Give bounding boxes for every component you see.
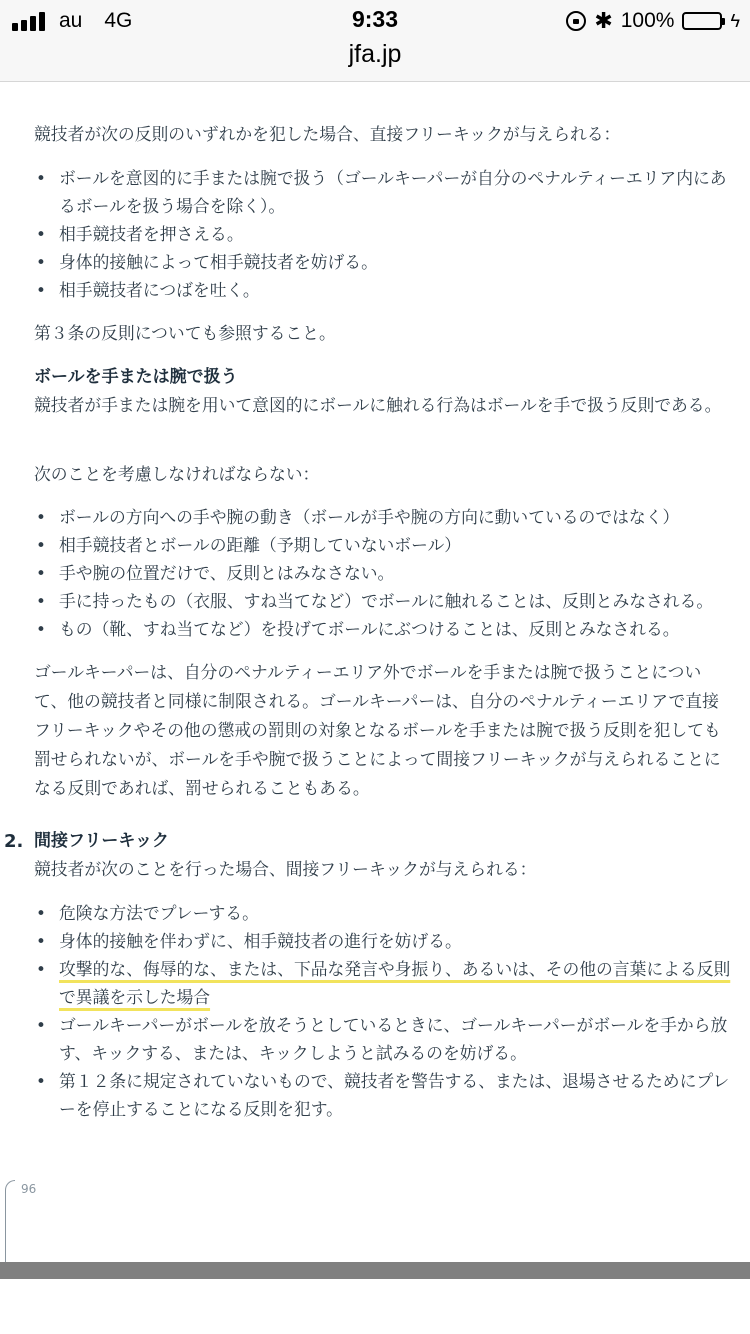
handball-heading: ボールを手または腕で扱う: [34, 367, 238, 387]
direct-intro: 競技者が次の反則のいずれかを犯した場合、直接フリーキックが与えられる：: [34, 124, 621, 144]
indirect-intro: 競技者が次のことを行った場合、間接フリーキックが与えられる：: [34, 859, 537, 879]
status-right: [566, 8, 740, 34]
list-item: • 第１２条に規定されていないもので、競技者を警告する、または、退場させるためにプレーを停止することになる反則を犯す。: [34, 1067, 734, 1123]
list-item: • もの（靴、すね当てなど）を投げてボールにぶつけることは、反則とみなされる。: [34, 615, 734, 643]
list-item: • ゴールキーパーがボールを放そうとしているときに、ゴールキーパーがボールを手から放す、キックする、または、キックしようと試みるのを妨げる。: [34, 1011, 734, 1067]
orientation-lock-icon: [566, 11, 586, 31]
page-number: 96: [21, 1182, 37, 1196]
network-type: 4G: [104, 9, 133, 32]
highlighted-text[interactable]: 攻撃的な、侮辱的な、または、下品な発言や身振り、あるいは、その他の言葉による反則で異議を示した場合: [59, 959, 731, 1007]
charging-icon: ϟ: [730, 10, 740, 31]
indirect-list: [34, 899, 734, 1123]
list-item: • 手や腕の位置だけで、反則とはみなさない。: [34, 559, 734, 587]
status-bar: [0, 0, 750, 82]
address-bar-url[interactable]: jfa.jp: [348, 40, 402, 68]
consider-intro: 次のことを考慮しなければならない：: [34, 464, 320, 484]
list-item: • 相手競技者を押さえる。: [34, 220, 734, 248]
status-time: 9:33: [351, 6, 399, 32]
consider-list: [34, 503, 734, 643]
list-item: • 危険な方法でプレーする。: [34, 899, 734, 927]
list-item: • ボールの方向への手や腕の動き（ボールが手や腕の方向に動いているのではなく）: [34, 503, 734, 531]
page-divider-bar: [0, 1262, 750, 1279]
bluetooth-icon: ✱: [594, 8, 613, 33]
list-item: • 相手競技者とボールの距離（予期していないボール）: [34, 531, 734, 559]
list-item-highlighted: [34, 955, 734, 1011]
ref-note: 第３条の反則についても参照すること。: [34, 323, 336, 343]
handball-text: 競技者が手または腕を用いて意図的にボールに触れる行為はボールを手で扱う反則である。: [34, 395, 722, 415]
goalkeeper-text: ゴールキーパーは、自分のペナルティーエリア外でボールを手または腕で扱うことについて、他の競技者と同様に制限される。ゴールキーパーは、自分のペナルティーエリアで直接フリーキックやその他の懲戒の罰則の対象となるボールを手または腕で扱う反則を犯しても罰せられないが、ボールを手や腕で扱うことによって間接フリーキックが与えられることになる反則であれば、罰せられることもある。: [34, 662, 721, 798]
section-heading: 間接フリーキック: [34, 831, 169, 851]
page-edge-curve: [5, 1180, 15, 1262]
battery-icon: [682, 12, 722, 30]
list-item: • 相手競技者につばを吐く。: [34, 276, 734, 304]
list-item: • 身体的接触によって相手競技者を妨げる。: [34, 248, 734, 276]
direct-list: [34, 164, 734, 304]
list-item: • ボールを意図的に手または腕で扱う（ゴールキーパーが自分のペナルティーエリア内にあるボールを扱う場合を除く）。: [34, 164, 734, 220]
list-item: • 手に持ったもの（衣服、すね当てなど）でボールに触れることは、反則とみなされる。: [34, 587, 734, 615]
carrier-name: au: [59, 9, 83, 32]
list-item: • 身体的接触を伴わずに、相手競技者の進行を妨げる。: [34, 927, 734, 955]
section-number: 2.: [4, 831, 24, 852]
battery-percent: 100%: [620, 9, 675, 32]
